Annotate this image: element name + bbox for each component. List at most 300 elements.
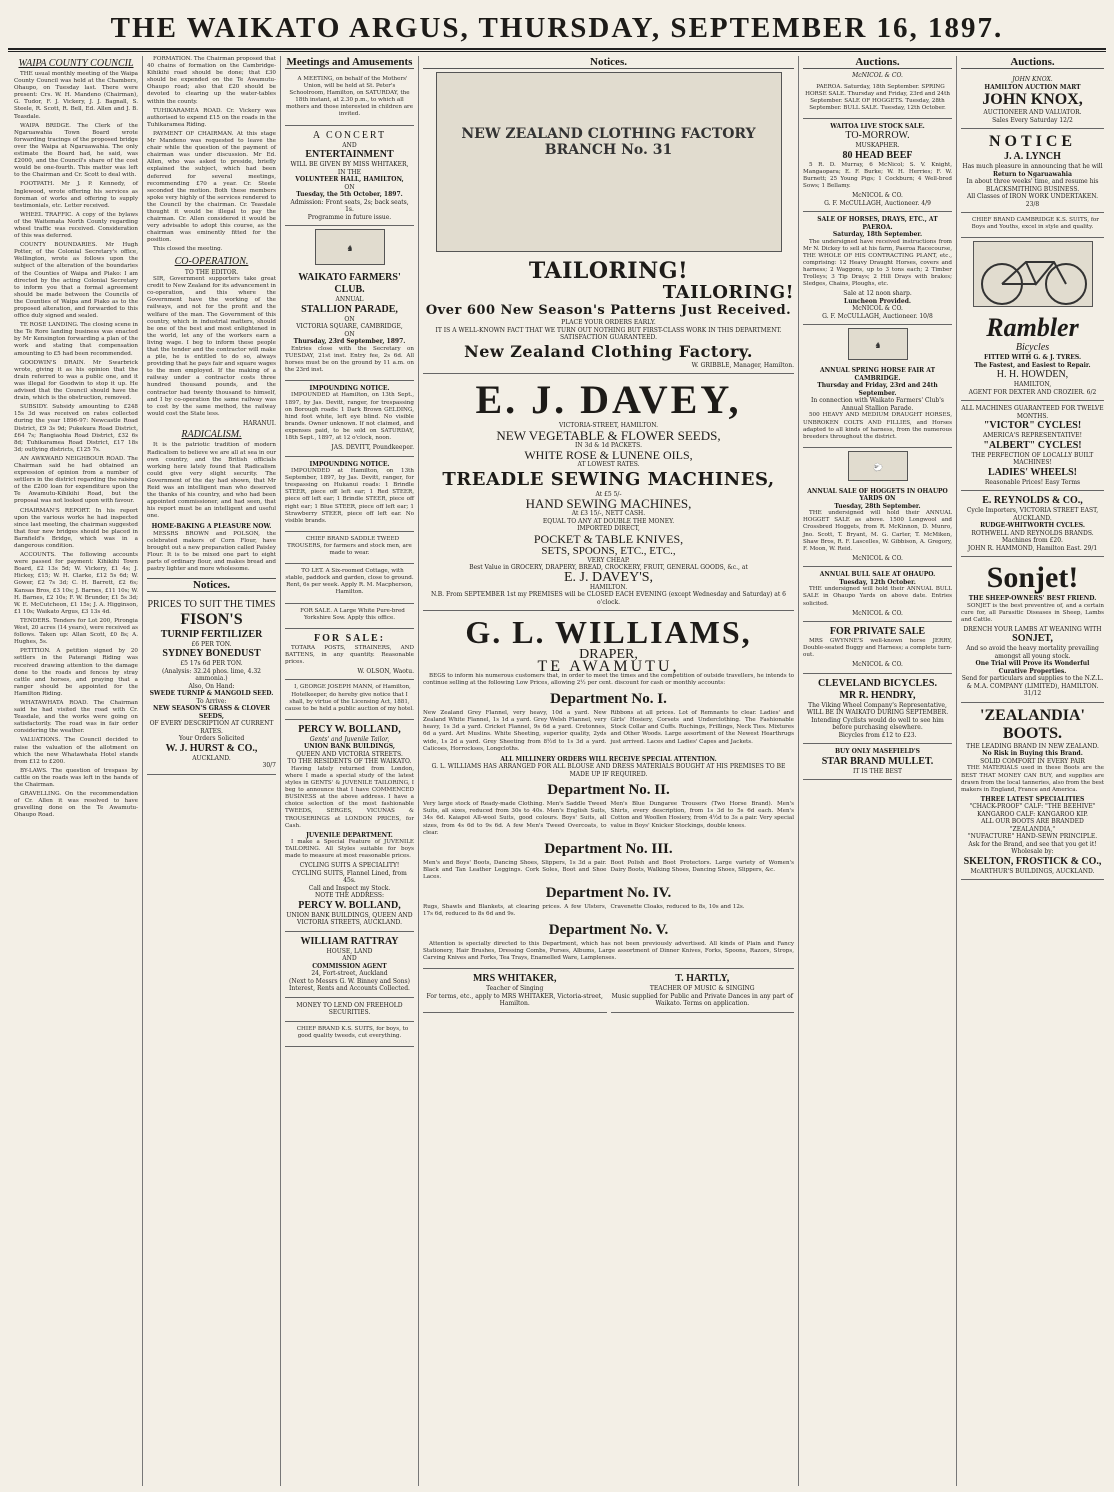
ad-headline: ANNUAL SPRING HORSE FAIR AT CAMBRIDGE. [819,367,936,382]
paragraph: BEGS to inform his numerous customers that, in order to meet the times and the competition of outside travellers, he intends to continue selling at the following Low Prices, allowing 2½ per cent. discount for cash or monthly accounts: [423,673,795,687]
ad-line: Teacher of Singing [486,985,544,993]
ad-line: TO THE RESIDENTS OF THE WAIKATO. [287,758,412,766]
ad-line: HAMILTON, [1013,381,1052,389]
ad-line: Best Value in GROCERY, DRAPERY, BREAD, CROCKERY, FRUIT, GENERAL GOODS, &c., at [469,564,748,571]
ad-line: Sales Every Saturday 12/2 [992,116,1073,124]
sonjet-ad [961,557,1104,703]
subheading: TO THE EDITOR. [184,268,239,276]
paragraph: PETITION. A petition signed by 20 settlers in the Paterangi Riding was received drawing attention to the damage done to the roads and fences by stray cattle and horses, and praying that a ranger should be appointed for the Hamilton Riding. [14,648,138,697]
victor-ad [961,401,1104,491]
ad-line: POCKET & TABLE KNIVES, [533,531,684,546]
ad-line: PLACE YOUR ORDERS EARLY. [561,319,656,326]
signature: W. GRIBBLE, Manager, Hamilton. [691,361,794,369]
masthead [0,0,1114,50]
ad-line: EQUAL TO ANY AT DOUBLE THE MONEY. [542,517,675,525]
notice-title: IMPOUNDING NOTICE. [309,460,390,468]
section-header: Meetings and Amusements [286,56,413,68]
factory-illustration [436,72,782,252]
ad-headline: E. REYNOLDS & CO., [982,495,1083,507]
section-header: Auctions. [961,56,1104,69]
farmers-club-ad [285,268,414,381]
ad-headline: SONJET, [1012,633,1053,645]
ad-line: DRAPER, [579,647,638,662]
auctioneer-name: McNICOL & CO. [852,72,903,79]
paragraph: TE ROSE LANDING. The closing scene in the Te Rore landing business was enacted by Mr Kensington forwarding a plan of the work and stating that compensation amounting to £5 had been recommended. [14,322,138,357]
ad-line: Bicycles [1015,342,1050,354]
bicycle-illustration [973,241,1093,307]
listing-right: Ribbons at all prices. Lot of Remnants to clear. Ladies' and Girls' Hosiery, Corsets and Underclothing. The Fashionable Stock Collar and Cuffs. Ruchings, Frillings, Neck Ties. Mixtures and Other Woods. Large assortment of the Newest Hearthrugs just arrived. Laces and Ladies' Capes and Jackets. [610,710,794,745]
ad-line: NOTE THE ADDRESS: [315,892,384,900]
ad-line: The Fastest, and Easiest to Repair. [974,361,1091,369]
ad-headline: WAIKATO FARMERS' CLUB. [298,272,401,296]
article-body [14,71,138,819]
column-4 [418,56,798,1486]
ad-line: MUSKAPHER. [855,142,900,150]
impounding-notice [285,457,414,532]
ad-price: £5 17s 6d PER TON. [180,660,243,667]
ad-signature: McNICOL & CO. [852,661,903,669]
department-heading: Department No. III. [544,840,673,857]
ad-line: All Classes of IRON WORK UNDERTAKEN. 23/8 [966,193,1099,208]
ad-line: SWEDE TURNIP & MANGOLD SEED. [149,690,274,697]
building-sign: NEW ZEALAND CLOTHING FACTORY BRANCH No. 31 [461,126,756,159]
williams-ad [423,611,794,969]
paragraph: SONJET is the best preventive of, and a certain cure for, all Parasitic Diseases in Sheep, Lambs and Cattle. [961,602,1104,623]
signature: HARANUI. [243,419,276,427]
ad-line: ROTHWELL AND REYNOLDS BRANDS. [971,529,1094,537]
listing-right: Men's Blue Dungaree Trousers (Two Horse Brand). Men's Shirts, every description, from 1s 3d to 5s 6d each. Men's Cotton and Woollen Hosiery, from 4½d to 3s a pair. Very special value in Boys' Knicker Stockings, double knees. [610,801,794,829]
ad-date: Thursday and Friday, 23rd and 24th September. [817,382,938,397]
ad-line: JUVENILE DEPARTMENT. [306,831,393,839]
listing-left: New Zealand Grey Flannel, very heavy, 10d a yard. New Zealand White Flannel, 1s 1d a yard. Grey Welsh Flannel, very heavy, 1s 3d a yard. Cricket Flannel, 9s 6d a yard. Cretonnes, 6d a yard. Art Muslins. White Sheeting, superior quality, 2yds wide, 1s 2d a yard. Grey Sheeting from 8½d to 1s 3d a yard. Calicoes, Horrockses, Longcloths. [423,710,607,752]
notice-title: IMPOUNDING NOTICE. [309,384,390,392]
paragraph: GRAVELLING. On the recommendation of Cr. Allen it was resolved to have gravelling done on the Te Awamutu-Ohaupo Road. [14,791,138,819]
signature: JAS. DEVITT, Poundkeeper. [331,444,414,452]
paragraph: THE undersigned will hold their ANNUAL HOGGET SALE as above. 1500 Longwool and Crossbred Hoggets, from R. McKinnon, D. Munro, Jno. Scott, T. Bryant, M. G. Carter, T. McMiken, Shaw Bros, R. F. Lascelles, W. Gibbison, A. Gregory, F. Moon, W. Reid. [803,510,952,552]
hartly-ad [611,969,795,1013]
paragraph: SIR, Government supporters take great credit to New Zealand for its advancement in co-operation, and this where the Government have the working of the railways, and not for the profit and the welfare of the man. The Government of this country, which in industrial matters, should be one of the best and most enlightened in the world, let any of the workers earn a living wage. I beg to inform these people that the tender and the contractor will make a pile, he is entitled to do so, always providing that he pays fair and square wages to the men employed. If the making of a railway under a contractor costs three hundred thousand pounds, and the contractor had twenty thousand to himself, and I by co-operation the same railway was to cost by the same method, the railway would cost the State less. [147,276,276,417]
column-5 [798,56,956,1486]
ad-line: RUDGE-WHITWORTH CYCLES. [980,522,1085,530]
section-heading: CO-OPERATION. [174,255,249,267]
paragraph: TO LET. A Six-roomed Cottage, with stable, paddock and garden, close to ground. Rent, 6s per week. Apply R. M. Macpherson, Hamilton. [285,568,414,596]
department-heading: Department No. IV. [545,885,672,901]
spring-fair-ad [803,363,952,447]
ad-line: G. F. McCULLAGH, Auctioneer. 10/8 [822,312,933,320]
ad-line: G. F. McCULLAGH, Auctioneer. 4/9 [824,199,931,207]
ad-line: Admission: Front seats, 2s; back seats, 1s. [290,198,409,214]
department-heading: Department No. V. [548,922,669,939]
ad-headline: FOR SALE: [313,632,386,644]
ad-line: SATISFACTION GUARANTEED. [560,334,657,341]
ad-headline: E. J. DAVEY, [475,377,742,422]
ad-line: WILL BE GIVEN BY MISS WHITAKER, [290,161,409,169]
ad-line: UNION BANK BUILDINGS, [304,743,395,751]
ad-headline: Rambler [986,313,1079,343]
ad-line: ALL MILLINERY ORDERS WILL RECEIVE SPECIAL ATTENTION. [500,755,717,763]
ad-line: IN THE [337,168,362,176]
ad-headline: FISON'S [180,610,243,628]
paragraph: MESSRS BROWN and POLSON, the celebrated makers of Corn Flour, have brought out a new preparation called Paisley Flour. It is to be mixed one part to eight parts of ordinary flour, and makes bread and pastry lighter and more wholesome. [147,530,276,573]
ad-line: For terms, etc., apply to MRS WHITAKER, Victoria-street, Hamilton. [426,992,603,1008]
concert-ad [285,126,414,227]
paragraph: FOOTPATH. Mr J. P. Kennedy, of Inglewood, wrote offering his services as foreman of works and offering to supply testimonials, etc. Letter received. [14,181,138,209]
davey-ad [423,374,794,611]
ad-date: Saturday, 18th September. [832,231,923,239]
column-3 [280,56,418,1486]
ad-line: HAND SEWING MACHINES, [525,496,692,511]
department-heading: Department No. I. [550,691,667,708]
ad-line: QUEEN AND VICTORIA STREETS. [296,750,403,758]
ad-date: Tuesday, 28th September. [834,502,921,510]
ad-line: HAMILTON AUCTION MART [984,83,1081,91]
ad-headline: NOTICE [988,133,1077,150]
cleveland-ad [803,674,952,745]
fison-ad [147,595,276,775]
ad-line: HAMILTON. [589,583,628,591]
ad-line: THE SHEEP-OWNERS' BEST FRIEND. [968,595,1097,603]
paragraph: TENDERS. Tenders for Lot 200, Pirongia West, 20 acres (14 years), were received as follows. Taken up: Allan Scott, £0 8s; A. Hughes, 5s. [14,617,138,646]
paragraph: GOODWIN'S DRAIN. Mr Swarbrick wrote, giving it as his opinion that the drain referred to was a public one, and it was illegal for Goodwin to stop it up. He advised that the Council should have the drain, which is the obstruction, removed. [14,359,138,402]
bolland-ad [285,720,414,932]
ad-line: TE AWAMUTU, [537,658,680,675]
department-listing [423,801,794,836]
classified-ad [285,1022,414,1047]
ad-line: Over 600 New Season's Patterns Just Received. [425,303,792,318]
section-header: Notices. [423,56,794,69]
paragraph: CHAIRMAN'S REPORT. In his report upon the various works he had inspected since last meeting, the chairman suggested that four new bridges should be placed in Barnfield's Bridge, which was in a dangerous condition. [14,507,138,549]
ad-price: Machines from £20. [1002,537,1063,545]
section-header: Auctions. [803,56,952,69]
ad-line: TURNIP FERTILIZER [160,628,263,640]
paragraph: VALUATIONS. The Council decided to raise the valuation of the allotment on which the new Whatawhata Hotel stands from £12 to £200. [14,737,138,765]
zealandia-ad [961,703,1104,880]
article-body [147,442,276,520]
paragraph: TOTARA POSTS, STRAINERS, AND BATTENS, in any quantity. Reasonable prices. [285,644,414,665]
section-heading: WAIPA COUNTY COUNCIL [18,58,134,69]
classified-ad [961,213,1104,238]
paragraph: WAIPA BRIDGE. The Clerk of the Ngaruawahia Town Board wrote forwarding tracings of the proposed bridge over the Waipa at Ngaruawahia. The only estimate the Board had, he said, was £2000, and the Council's share of the cost would be one-fourth. This matter was left to the Chairman and Cr. Scott to deal with. [14,122,138,179]
department-listing [423,710,794,753]
paragraph: ACCOUNTS. The following accounts were passed for payment: Kihikihi Town Board, £2 13s 5d; W. Vickery, £1 4s; J. Hickey, £15; W. H. Clarke, £12 5s 6d; W. Gower, £2 7s 3d; C. H. Barrett, £2 6s; Kansas Bros, £3 10s; J. Barnes, £11 10s; W. H. Barnes, £2 10s; F. W. Brunder, £1 5s 3d; W. E. McCutcheon, £1 15s; J. A. Higginson, £1 10s; Waikato Argus, £3 13s 4d. [14,552,138,615]
newspaper-title: THE WAIKATO ARGUS, THURSDAY, SEPTEMBER 16, 1897. [110,12,1004,44]
ad-date: Tuesday, the 5th October, 1897. [296,191,403,199]
ad-line: Sale at 12 noon sharp. [843,290,912,298]
ad-line: VOLUNTEER HALL, HAMILTON, [295,176,404,184]
ad-headline: ANNUAL SALE OF HOGGETS IN OHAUPO YARDS ON [807,487,948,503]
ad-line: J. A. LYNCH [1004,151,1061,162]
ad-line: 24, Fort-street, Auckland [311,970,388,978]
ad-line: THE PERFECTION OF LOCALLY BUILT MACHINES! [971,451,1094,467]
paragraph: Attention is specially directed to this Department, which has not been previously advertised. All kinds of Plain and Fancy Stationery, Hair Brushes, Dressing Combs, Purses, Albums, Large assortment of Dinner Knives, Forks, Spoons, Razors, Strops, Carving Knives and Forks, Tea Trays, Enamelled Ware, Lamplenses. [423,941,794,962]
section-heading: RADICALISM. [181,429,242,441]
ad-line: Your Orders Solicited [178,735,245,742]
ad-ref: 30/7 [262,762,276,769]
ad-line: HOUSE, LAND [326,947,373,955]
ad-headline: 80 HEAD BEEF [842,149,913,161]
hogget-sale-ad [803,484,952,568]
subheading: HOME-BAKING A PLEASURE NOW. [151,523,272,531]
mullet-ad [803,744,952,780]
ad-line: (Next to Messrs G. W. Binney and Sons) [289,977,410,985]
ad-line: No Risk in Buying this Brand. [982,750,1083,758]
ad-line: VERY CHEAP. [587,556,630,564]
ad-line: ALL MACHINES GUARANTEED FOR TWELVE MONTHS. [961,405,1104,420]
listing-left: Men's and Boys' Boots, Dancing Shoes, Slippers, 1s 3d a pair. Black and Tan Leather Leggings. Cork Soles, Boot and Shoe Laces. [423,859,607,880]
ad-line: Luncheon Provided. [844,297,911,305]
classified-ad [285,629,414,681]
ad-line: THE LEADING BRAND IN NEW ZEALAND. [966,742,1099,750]
ad-headline: WILLIAM RATTRAY [300,935,399,947]
department-heading: Department No. II. [547,782,670,799]
ad-line: BUY ONLY MASEFIELD'S [834,748,921,756]
ad-line: Has much pleasure in announcing that he will [962,163,1103,170]
paragraph: I, GEORGE JOSEPH MANN, of Hamilton, Hotelkeeper, do hereby give notice that I shall, by virtue of the Licensing Act, 1881, cause to be held a public auction of my hotel. [285,684,414,712]
rambler-ad [961,310,1104,401]
ad-line: AGENT FOR DEXTER AND CROZIER. 6/2 [968,388,1097,396]
paragraph: Entries close with the Secretary on TUESDAY, 21st inst. Entry fee, 2s 6d. All horses must be on the ground by 11 a.m. on the 23rd inst. [285,345,414,373]
ad-line: JOHN R. HAMMOND, Hamilton East. 29/1 [967,544,1098,552]
article-body [147,531,276,574]
sheep-illustration: 🐑 [848,451,908,481]
ad-line: SETS, SPOONS, ETC., ETC., [541,544,676,557]
ad-headline: LADIES' WHEELS! [987,466,1077,478]
ad-line: VICTORIA-STREET, HAMILTON. [558,422,659,429]
paragraph: IMPOUNDED at Hamilton, on 13th Sept., 1897, by Jas. Devitt, ranger, for trespassing on Borough roads: 1 Dark Brown GELDING, hind foot white, left eye blind. No visible brands. Owner unknown. If not claimed, and expenses paid, to be sold on SATURDAY, 18th Sept., 1897, at 12 o'clock, noon. [285,392,414,441]
ad-headline: SALE OF HORSES, DRAYS, ETC., AT PAEROA. [817,216,938,231]
ad-line: SOLID COMFORT IN EVERY PAIR [980,757,1085,765]
classified-ad: MONEY TO LEND ON FREEHOLD SECURITIES. [285,998,414,1022]
ad-date: Thursday, 23rd September, 1897. [293,338,406,346]
paragraph: AN AWKWARD NEIGHBOUR ROAD. The Chairman said he had obtained an expression of opinion from a number of settlers in the district regarding the raising of the £200 loan for expenditure upon the Te Awamutu-Kihikihi Road, but the proposal was not looked upon with favour. [14,455,138,505]
section-header: Notices. [147,578,276,592]
ad-line: VICTORIA SQUARE, CAMBRIDGE, [296,323,403,331]
ad-line: CYCLING SUITS A SPECIALITY! CYCLING SUITS, Flannel Lined, from 45s. [292,862,407,885]
classified-ad [285,532,414,564]
ad-note: Intending Cyclists would do well to see him before purchasing elsewhere. [811,716,944,732]
letter-body [147,276,276,418]
listing-right: Cravenette Cloaks, reduced to 8s, 10s and 12s. [610,904,745,910]
ad-line: ON [344,315,355,323]
ad-signature: McNICOL & CO. [852,609,903,617]
ad-headline: JOHN KNOX, [982,91,1083,108]
ad-headline: FOR PRIVATE SALE [829,626,926,638]
paragraph: THE undersigned will hold their ANNUAL BULL SALE in Ohaupo Yards on above date. Entries solicited. [803,586,952,607]
ad-line: Also, On Hand: [188,682,235,690]
horse-illustration: ♞ [848,328,908,360]
listing-left: Very large stock of Ready-made Clothing. Men's Saddle Tweed Suits, all sizes, reduced from 30s to 40s. Men's English Suits, 34s 6d. Kaiapoi All-wool Suits, good colours. Boys' Suits, all sizes, from 4s 6d to 9s 6d. A few Men's Tweed Overcoats, to clear. [423,801,607,836]
paragraph: CHIEF BRAND K.S. SUITS, for boys, to good quality tweeds, cut everything. [296,1025,409,1040]
ad-signature: McNICOL & CO. [852,192,903,200]
ad-line: WHITE ROSE & LUNENE OILS, [524,448,693,462]
ad-line: IT IS THE BEST [852,767,903,775]
column-2 [142,56,280,1486]
ad-line: FITTED WITH G. & J. TYRES. [983,354,1082,362]
ad-line: "NUFACTURE" HAND-SEWN PRINCIPLE. [967,833,1098,841]
ad-line: COMMISSION AGENT [312,962,387,970]
ad-line: AND [342,141,357,149]
ad-note: N.B. From SEPTEMBER 1st my PREMISES will be CLOSED EACH EVENING (except Wednesday and Saturday) at 6 o'clock. [431,591,786,606]
ad-line: A CONCERT [312,129,387,141]
signature: W. OLSON, Waotu. [357,667,414,675]
column-1 [10,56,142,1486]
paeroa-sale-ad [803,212,952,325]
ad-line: Wholesale by: [1011,848,1054,856]
paragraph: I make a Special Feature of JUVENILE TAILORING. All Styles suitable for boys made to measure at most reasonable prices. [285,839,414,860]
ad-headline: MRS WHITAKER, [472,973,557,985]
ad-headline: STAR BRAND MULLET. [821,755,934,767]
paragraph: A MEETING, on behalf of the Mothers' Union, will be held at St. Peter's Schoolroom, Hamilton, on SATURDAY, the 18th instant, at 2.30 p.m., to which all mothers and those interested in children are invited. [285,76,414,118]
classified-ad [285,564,414,603]
waitoa-sale-ad [803,119,952,212]
paragraph: THE MATERIALS used in these Boots are the BEST THAT MONEY CAN BUY, and supplies are drawn from the local tanneries, also from the best makers in England, France and America. [961,765,1104,793]
ad-line: ANNUAL [335,296,364,304]
paragraph: This closed the meeting. [153,246,223,253]
ad-line: IT IS A WELL-KNOWN FACT THAT WE TURN OUT NOTHING BUT FIRST-CLASS WORK IN THIS DEPARTMENT. [435,326,782,334]
ad-price: £6 PER TON. [191,640,232,648]
private-sale-ad [803,622,952,674]
ad-headline: CLEVELAND BICYCLES. [818,677,937,689]
listing-right: Boot Polish and Boot Protectors. Large variety of Women's Dairy Boots, Walking Shoes, Dancing Shoes, Slippers, &c. [610,859,794,873]
ad-line: NEW SEASON'S GRASS & CLOVER SEEDS, [153,705,270,720]
ad-line: TO-MORROW. [845,130,910,142]
impounding-notice [285,381,414,457]
ad-headline: G. L. WILLIAMS, [465,614,752,650]
ad-signature: PERCY W. BOLLAND, [298,899,401,911]
ad-line: Send for particulars and supplies to the N.Z.L. & M.A. COMPANY (LIMITED), HAMILTON. 31/12 [961,675,1104,698]
paragraph: FORMATION. The Chairman proposed that 40 chains of formation on the Cambridge-Kihikihi road should be done; that £30 should be expended on the Te Awamutu-Ohaupo road; also that £20 should be devoted to clearing up the water-tables within the county. [147,56,276,105]
ad-signature: McNICOL & CO. [852,305,903,313]
ad-line: TEACHER OF MUSIC & SINGING [649,985,755,993]
paragraph: CHIEF BRAND SADDLE TWEED TROUSERS, for farmers and stock men, are made to wear. [287,535,412,557]
ad-note: G. L. WILLIAMS HAS ARRANGED FOR ALL BLOUSE AND DRESS MATERIALS BOUGHT AT HIS PREMISES TO BE MADE UP IF REQUIRED. [431,763,786,778]
paragraph: 5 R. D. Murray, 6 McNicol; S. V. Knight, Mangaopara; E. F. Burke; W. H. Herries; F. W. Burnett; 25 Young Pigs; 1 Cockburn; 4 Well-bred Sows; 1 Bellamy. [803,161,952,190]
ad-line: AMERICA'S REPRESENTATIVE! [982,432,1083,440]
paragraph: PAYMENT OF CHAIRMAN. At this stage Mr Mandeno was requested to leave the chair while the question of the payment of chairman was under discussion. Mr Ed. Allen, who was asked to preside, briefly explained the subject, which had been deferred for several meetings, recommending £70 a year. Cr. Steele seconded the motion. Both these members spoke very highly of the services rendered to the Council by the chairman. Cr. Teasdale thought it would be illegal to pay the chairman. Cr. Allen considered it would be very advisable to adopt this course, as the chairman was eminently fitted for the position. [147,130,276,244]
ad-line: The Viking Wheel Company's Representative, [808,701,947,709]
whitaker-ad [423,969,607,1013]
paragraph: THE usual monthly meeting of the Waipa County Council was held at the Chambers, Ohaupo, on Tuesday last. There were present: Crs. W. H. Mandeno (Chairman), G. Tudor, F. J. Vickery, J. J. Bagnall, S. Steele, R. Scott, R. Bell, Ed. Allen and J. B. Teasdale. [14,71,138,120]
ad-line: JOHN KNOX. [1012,76,1053,83]
paragraph: WHEEL TRAFFIC. A copy of the bylaws of the Waitemata North County regarding wheel traffic was received. Consideration of this was deferred. [14,211,138,240]
ad-line: AND [342,955,357,963]
ad-line: WILL BE IN WAIKATO DURING SEPTEMBER. [806,709,949,717]
paragraph: 500 HEAVY AND MEDIUM DRAUGHT HORSES, UNBROKEN COLTS AND FILLIES, and Horses adapted to all kinds of harness, from the numerous breeders throughout the district. [803,412,952,440]
ad-line: SYDNEY BONEDUST [162,648,261,659]
ad-line: PRICES TO SUIT THE TIMES [147,598,276,610]
ad-line: Interest, Rents and Accounts Collected. [289,985,410,993]
ad-headline: Sonjet! [986,561,1079,595]
bicycle-icon [974,242,1094,308]
paragraph: IMPOUNDED at Hamilton, on 13th September, 1897, by Jas. Devitt, ranger, for trespassing on Hukanui roads: 1 Brindle STEER, piece off left ear; 1 Red STEER, piece off left ear; 1 Brindle STEER, piece off right ear; 1 Blue STEER, piece off left ear; 1 Strawberry STEER, piece off left ear. No visible brands. [285,468,414,524]
paragraph: The undersigned have received instructions from Mr N. Dickey to sell at his farm, Paeroa Racecourse, THE WHOLE OF HIS CONTRACTING PLANT, etc., comprising: 12 Heavy Draught Horses, covers and harness; 2 Waggons, up to 3 tons each; 2 Timber Trolleys; 3 Tip Drays; 2 Hill Drays with brakes; Sledges, Chains, Ploughs, etc. [803,238,952,288]
ad-line: In connection with Waikato Farmers' Club's Annual Stallion Parade. [811,397,944,412]
ad-signature: SKELTON, FROSTICK & CO., [963,855,1102,867]
listing-left: Rugs, Shawls and Blankets, at clearing prices. A few Ulsters, 17s 6d, reduced to 8s 6d and 9s. [423,904,607,918]
paragraph: Having lately returned from London, where I made a special study of the latest styles in GENTS' & JUVENILE TAILORING, I beg to announce that I have COMMENCED BUSINESS at the above address. I have a choice selection of the most fashionable TWEEDS, SERGES, VICUNAS & TROUSERINGS at LONDON PRICES, for Cash. [285,765,414,829]
rattray-ad [285,932,414,998]
sale-list [803,80,952,119]
ad-line: IMPORTED DIRECT, [577,525,640,532]
ad-price: At £5 5/- [595,490,622,498]
paragraph: MRS GWYNNE'S well-known horse JERRY, Double-seated Buggy and Harness; a complete turn-out. [803,638,952,659]
ad-signature: McNICOL & CO. [852,554,903,562]
ad-line: IN 3d & 1d PACKETS. [575,441,642,449]
ad-headline: TAILORING! [662,282,794,303]
department-listing [423,904,794,918]
paragraph: WHATAWHATA ROAD. The Chairman said he had visited the road with Cr. Teasdale, and the works were going on satisfactorily. The road was in fair order considering the weather. [14,699,138,735]
column-6 [956,56,1108,1486]
ad-line: Music supplied for Public and Private Dances in any part of Waikato. Terms on application. [611,992,793,1008]
clothing-factory-ad [423,255,794,374]
paragraph: SUBSIDY. Subsidy amounting to £248 15s 3d was received on rates collected during the year 1896-97: Newcastle Road District, £9 3s 9d; Pukekura Road District, £64 7s; Rangiaohia Road District, £32 6s 8d; Tuhikaramea Road District, £17 18s 3d; outlying districts, £125 7s. [14,404,138,453]
classified-ad [285,680,414,719]
ad-line: DRENCH YOUR LAMBS AT WEANING WITH [963,625,1102,633]
ad-headline: ANNUAL BULL SALE AT OHAUPO. [819,571,936,579]
ad-line: THREE LATEST SPECIALITIES [980,795,1085,803]
ad-line: ON [344,183,355,191]
ad-line: In about three weeks' time, and resume his BLACKSMITHING BUSINESS. [966,178,1099,193]
paragraph: FOR SALE. A Large White Pure-bred Yorkshire Sow. Apply this office. [300,607,405,621]
paragraph: PAEROA. Saturday, 18th September. SPRING HORSE SALE. Thursday and Friday, 23rd and 24th September. SALE OF HOGGETS. Tuesday, 28th September. BULL SALE. Tuesday, 12th October. [805,83,950,111]
ad-line: Cycle Importers, VICTORIA STREET EAST, AUCKLAND. [966,507,1099,522]
teacher-ads [423,969,794,1013]
ad-signature: New Zealand Clothing Factory. [464,341,753,361]
ad-line: To Arrive: [196,697,227,705]
masthead-rule [8,48,1106,52]
paragraph: TUHIKARAMEA ROAD. Cr. Vickery was authorised to expend £15 on the roads in the Tuhikaramea Riding. [147,107,276,128]
ad-price: Bicycles from £12 to £23. [838,731,917,739]
paragraph: CHIEF BRAND CAMBRIDGE K.S. SUITS, for Boys and Youths, excel in style and quality. [971,217,1099,231]
ad-line: UNION BANK BUILDINGS, QUEEN AND VICTORIA STREETS, AUCKLAND. [286,911,413,927]
lynch-ad [961,129,1104,213]
ad-line: "CHACK-PROOF" CALF: "THE BEEHIVE" KANGAROO CALF: KANGAROO KIP. [969,803,1096,818]
article-body [147,56,276,254]
ad-headline: "ALBERT" CYCLES! [983,439,1082,451]
ad-line: Programme in future issue. [307,213,392,221]
ad-line: Ask for the Brand, and see that you get it! [968,840,1097,848]
paragraph: BY-LAWS. The question of trespass by cattle on the roads was left in the hands of the Chairman. [14,767,138,788]
ad-note: (Analysis: 32.24 phos. lime, 4.32 ammonia.) [162,667,261,682]
reynolds-ad [961,491,1104,557]
ad-headline: TAILORING! [528,258,689,284]
ad-headline: STALLION PARADE, [301,303,398,315]
classified-ad [285,604,414,629]
ad-headline: T. HARTLY, [675,973,730,985]
paragraph: It is the patriotic tradition of modern Radicalism to believe we are all at sea in our own country, and the British officials working here lately found that Radicalism could give very slight security. The Government of the day had shown, that Mr Reid was an intelligent man who deserved the thanks of his country, and who had been appointed commissioner, and had seen, that his report must be an intelligent and useful one. [147,442,276,520]
knox-ad [961,72,1104,129]
ad-signature: W. J. HURST & CO., [165,742,258,754]
ad-line: AT LOWEST RATES. [577,461,640,468]
ad-signature: H. H. HOWDEN, [996,369,1069,381]
ad-line: NEW VEGETABLE & FLOWER SEEDS, [496,427,721,443]
ad-line: MR R. HENDRY, [839,689,916,701]
ad-line: McARTHUR'S BUILDINGS, AUCKLAND. [970,867,1095,875]
ad-line: AUCKLAND. [192,754,231,762]
ad-line: OF EVERY DESCRIPTION AT CURRENT RATES. [149,720,274,735]
ad-headline: WAITOA LIVE STOCK SALE. [830,122,925,130]
ad-line: One Trial will Prove its Wonderful Curative Properties. [975,660,1090,675]
bull-sale-ad [803,567,952,622]
ad-headline: "VICTOR" CYCLES! [983,420,1082,432]
ad-line: ALL OUR BOOTS ARE BRANDED "ZEALANDIA," [981,818,1084,833]
ad-price: At £3 15/-, NETT CASH. [571,510,646,517]
ad-line: Gents' and Juvenile Tailor, [309,735,390,743]
ad-date: Tuesday, 12th October. [839,578,916,586]
ad-line: Call and Inspect my Stock. [308,884,391,892]
horse-illustration: ♞ [315,229,385,265]
ad-line: Reasonable Prices! Easy Terms [984,478,1081,486]
